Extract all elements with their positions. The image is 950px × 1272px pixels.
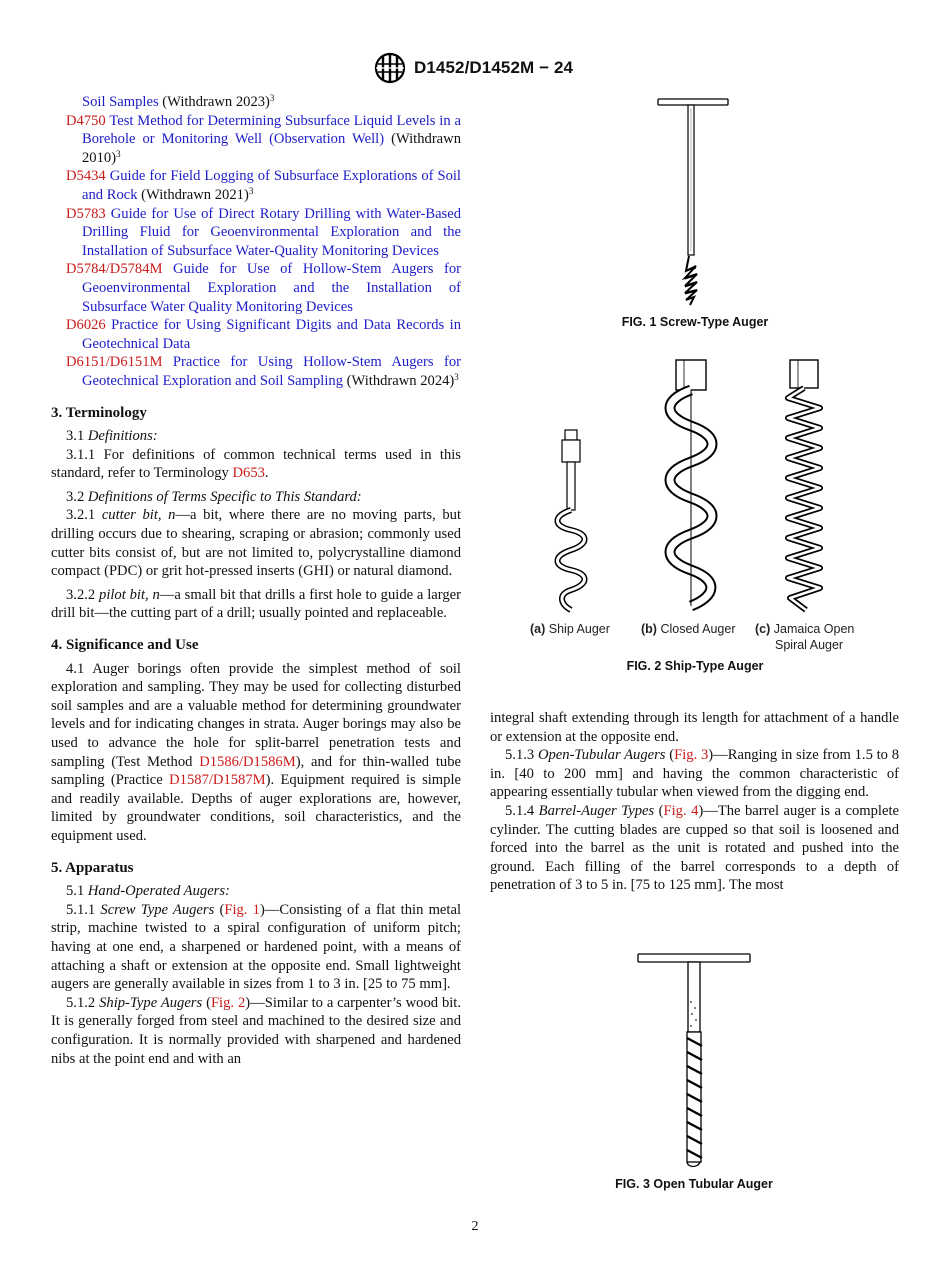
section-number: 5.1.4	[505, 802, 539, 819]
defined-term: cutter bit, n	[101, 507, 176, 524]
paragraph-text: )—Consisting of a flat thin metal strip, machine twisted to a spiral configuration of uniform pitch; having at one end, a sharpened or hardened point, with a means of attaching a shaft or extension at the opposite end. Small lightweight augers are generally available in sizes from 1 to 3 in. [25 to 75 mm].	[51, 901, 461, 993]
reference-item	[51, 316, 461, 353]
reference-item	[51, 205, 461, 261]
reference-code[interactable]: D6151/D6151M	[66, 354, 163, 371]
page-header	[0, 50, 950, 86]
link-d653[interactable]: D653	[232, 465, 265, 482]
figure-2c-label-line2: Spiral Auger	[775, 638, 844, 652]
link-d1587[interactable]: D1587/D1587M	[169, 772, 266, 789]
sub-tag: (c)	[755, 622, 771, 636]
section-title: Hand-Operated Augers:	[87, 883, 230, 900]
reference-item	[51, 353, 461, 390]
sub-label: Jamaica Open	[770, 622, 855, 636]
paren: (	[665, 747, 675, 764]
link-fig-2[interactable]: Fig. 2	[210, 994, 246, 1011]
defined-term: pilot bit, n	[99, 586, 160, 603]
paragraph-3-1-1: 3.1.1 For definitions of common technical terms used in this standard, refer to Terminology D653.	[51, 446, 461, 482]
figure-2-ship-augers	[548, 358, 848, 618]
section-number: 3.2.2	[66, 586, 100, 603]
section-title: Definitions:	[87, 428, 158, 445]
section-heading-terminology: 3. Terminology	[51, 404, 147, 421]
sub-label: Ship Auger	[545, 622, 610, 636]
figure-3-open-tubular-auger	[636, 952, 756, 1172]
paragraph-3-2-2	[51, 586, 461, 623]
document-id: D1452/D1452M − 24	[414, 58, 574, 77]
figure-2c-label	[755, 622, 854, 636]
reference-title[interactable]: Guide for Use of Direct Rotary Drilling with Water-Based Drilling Fluid for Geoenvironmental Exploration and the Installation of Subsurface Water-Quality Monitoring Devices	[82, 205, 461, 259]
paragraph-3-2	[51, 488, 461, 507]
section-number: 5.1.3	[505, 747, 538, 764]
paragraph-5-1	[51, 882, 461, 901]
paragraph-3-2-1	[51, 506, 461, 580]
reference-item	[51, 112, 461, 168]
footnote-marker: 3	[248, 185, 254, 196]
section-number: 5.1	[66, 883, 88, 900]
figure-1-caption: FIG. 1 Screw-Type Auger	[621, 315, 769, 329]
paragraph-5-1-2-continued: integral shaft extending through its length for attachment of a handle or extension at the opposite end.	[490, 710, 899, 745]
footnote-marker: 3	[116, 148, 121, 159]
paragraph-text: ), and for thin-walled tube sampling (Practice	[51, 753, 461, 789]
sub-tag: (a)	[530, 622, 546, 636]
reference-item	[51, 93, 461, 112]
reference-code[interactable]: D6026	[66, 317, 106, 334]
paragraph-text-part-1: )—Similar to a carpenter’s wood bit. It is generally forged from steel and machined to the desired size and configuration. It is normally provided with sharpened and hardened nibs at the point end and with an	[51, 994, 461, 1067]
paragraph-5-1-1	[51, 901, 461, 994]
section-title: Definitions of Terms Specific to This Standard:	[87, 488, 362, 505]
figure-2-caption: FIG. 2 Ship-Type Auger	[626, 659, 764, 673]
jamaica-auger-drawing	[788, 360, 820, 610]
reference-item	[51, 167, 461, 204]
reference-title[interactable]: Soil Samples	[82, 94, 159, 110]
reference-title[interactable]: Practice for Using Significant Digits and Data Records in Geotechnical Data	[82, 317, 461, 352]
section-heading-significance: 4. Significance and Use	[51, 637, 199, 654]
definition-text: —a small bit that drills a first hole to guide a larger drill bit—the cutting part of a drill; usually pointed and replaceable.	[51, 586, 461, 622]
page-number: 2	[471, 1219, 479, 1234]
link-d1586[interactable]: D1586/D1586M	[199, 753, 296, 770]
section-number: 5.1.2	[66, 994, 100, 1011]
section-number: 5.1.1	[66, 901, 101, 918]
ship-auger-drawing	[558, 430, 585, 610]
definition-text: —a bit, where there are no moving parts, but drilling occurs due to shearing, scraping or abrasion; commonly used cutter bits consist of, but are not limited to, polycrystalline diamond compact (PDC) or grit hot-pressed inserts (GHI) or natural diamond.	[51, 507, 461, 580]
reference-title[interactable]: Test Method for Determining Subsurface Liquid Levels in a Borehole or Monitoring Well (Observation Well)	[82, 112, 461, 148]
astm-logo	[372, 52, 408, 84]
paragraph-5-1-2	[51, 994, 461, 1068]
paragraph-text: ). Equipment required is simple and readily available. Depths of auger explorations are, however, limited by groundwater conditions, soil characteristics, and the equipment used.	[51, 772, 461, 844]
reference-note: (Withdrawn 2023)	[158, 94, 270, 110]
paragraph-text: )—Ranging in size from 1.5 to 8 in. [40 to 200 mm] and having the common characteristic of appearing essentially tubular when viewed from the digging end.	[490, 747, 900, 801]
sub-label: Closed Auger	[656, 622, 736, 636]
reference-note: (Withdrawn 2021)	[137, 186, 249, 203]
paren: (	[214, 901, 225, 918]
section-number: 3.2.1	[66, 507, 102, 524]
footnote-marker: 3	[454, 371, 459, 382]
link-fig-1[interactable]: Fig. 1	[224, 901, 260, 918]
figure-1-screw-auger	[650, 96, 740, 311]
defined-term: Screw Type Augers	[100, 901, 215, 918]
reference-title[interactable]: Guide for Field Logging of Subsurface Explorations of Soil and Rock	[82, 168, 461, 203]
paragraph-text: 4.1 Auger borings often provide the simplest method of soil exploration and sampling. They may be used for collecting disturbed soil samples and are a valuable method for determining groundwater levels and for indicating changes in strata. Auger borings may also be used to advance the hole for split-barrel penetration tests and sampling (Test Method	[51, 660, 461, 770]
referenced-documents	[51, 93, 461, 391]
link-fig-4[interactable]: Fig. 4	[663, 802, 699, 819]
defined-term: Open-Tubular Augers	[537, 747, 666, 764]
link-fig-3[interactable]: Fig. 3	[674, 747, 709, 764]
defined-term: Barrel-Auger Types	[538, 802, 655, 819]
paren: (	[654, 802, 664, 819]
paragraph-text: 3.1.1 For definitions of common technical terms used in this standard, refer to Terminology	[51, 446, 461, 482]
reference-note: (Withdrawn 2010)	[82, 131, 461, 166]
reference-title[interactable]: Practice for Using Hollow-Stem Augers for Geotechnical Exploration and Soil Sampling	[82, 354, 461, 389]
footnote-marker: 3	[269, 93, 275, 103]
reference-code[interactable]: D5783	[66, 205, 106, 222]
reference-code[interactable]: D5784/D5784M	[66, 261, 163, 278]
section-heading-apparatus: 5. Apparatus	[51, 859, 134, 876]
closed-auger-drawing	[670, 360, 712, 606]
reference-item	[51, 260, 461, 316]
paragraph-text: )—The barrel auger is a complete cylinder. The cutting blades are cupped so that soil is loosened and forced into the barrel as the unit is rotated and pushed into the ground. Each filling of the barrel corresponds to a depth of penetration of 3 to 5 in. [75 to 125 mm]. The most	[490, 802, 899, 894]
sub-tag: (b)	[641, 622, 657, 636]
right-column	[490, 709, 899, 895]
paragraph-3-1	[51, 427, 461, 446]
paren: (	[202, 994, 211, 1011]
paragraph-5-1-3	[490, 746, 899, 802]
section-number: 3.2	[66, 488, 88, 505]
reference-code[interactable]: D4750	[66, 112, 106, 129]
figure-2b-label	[641, 622, 736, 636]
paragraph-5-1-4	[490, 802, 899, 895]
figure-2a-label	[530, 622, 610, 636]
defined-term: Ship-Type Augers	[99, 994, 203, 1011]
figure-3-caption: FIG. 3 Open Tubular Auger	[615, 1177, 773, 1191]
paragraph-4-1	[51, 660, 461, 846]
section-number: 3.1	[66, 428, 88, 445]
left-column	[51, 93, 461, 1068]
reference-title[interactable]: Guide for Use of Hollow-Stem Augers for Geoenvironmental Exploration and the Installation of Subsurface Water Quality Monitoring Devices	[82, 261, 461, 315]
reference-note: (Withdrawn 2024)	[343, 372, 455, 389]
reference-code[interactable]: D5434	[66, 168, 106, 185]
